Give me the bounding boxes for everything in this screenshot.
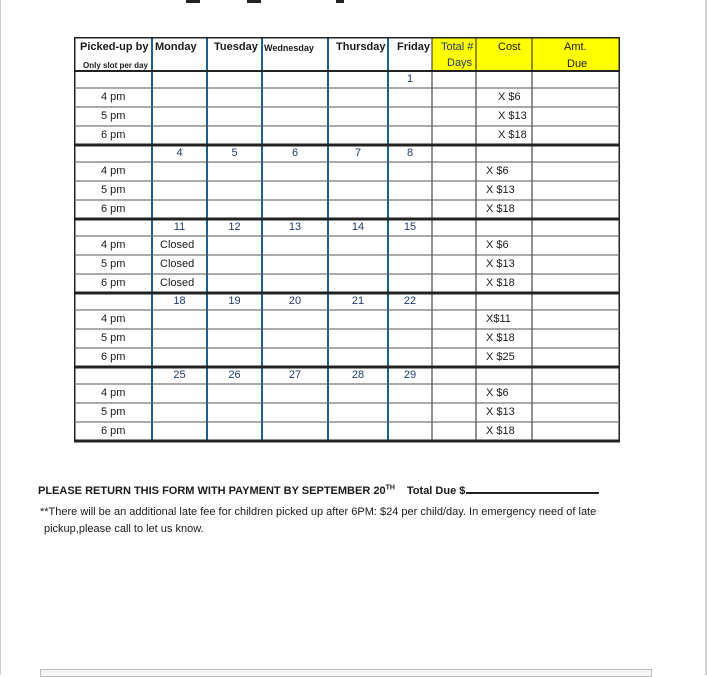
cost-header: Cost	[498, 41, 521, 53]
title-underline-fragment	[336, 0, 344, 3]
pickup-schedule-table	[74, 37, 620, 461]
amt-header-line1: Amt.	[564, 41, 587, 53]
time-slot-label: 4 pm	[101, 165, 126, 177]
date-number: 6	[291, 147, 299, 159]
time-slot-label: 5 pm	[101, 406, 126, 418]
total-days-header-line1: Total #	[441, 41, 474, 53]
time-slot-label: 6 pm	[101, 351, 126, 363]
time-slot-label: 4 pm	[101, 239, 126, 251]
total-due-blank[interactable]	[466, 482, 599, 494]
date-number: 29	[403, 369, 417, 381]
cost-rate: X$11	[486, 313, 511, 325]
cost-rate: X $6	[486, 387, 509, 399]
date-number: 15	[403, 221, 417, 233]
next-page-edge	[40, 669, 652, 677]
amt-header-line2: Due	[567, 58, 588, 70]
date-number: 14	[351, 221, 365, 233]
cost-rate: X $18	[486, 332, 515, 344]
wednesday-header: Wednesday	[264, 43, 314, 53]
date-number: 28	[351, 369, 365, 381]
table-grid	[74, 37, 620, 461]
title-underline-fragment	[186, 0, 200, 3]
cost-rate: X $13	[486, 258, 515, 270]
date-number: 5	[231, 147, 238, 159]
picked-up-by-header: Picked-up by	[80, 41, 149, 53]
return-text: PLEASE RETURN THIS FORM WITH PAYMENT BY SEPTEMBER 20	[38, 485, 386, 497]
monday-slot-status: Closed	[160, 239, 195, 251]
title-underline-fragment	[247, 0, 261, 3]
monday-slot-status: Closed	[160, 258, 195, 270]
date-number: 25	[173, 369, 186, 381]
cost-rate: X $18	[486, 277, 515, 289]
thursday-header: Thursday	[336, 41, 386, 53]
cost-rate: X $6	[498, 91, 521, 103]
date-number: 18	[173, 295, 186, 307]
cost-rate: X $25	[486, 351, 515, 363]
total-days-header-line2: Days	[447, 57, 473, 69]
cost-rate: X $13	[486, 184, 515, 196]
time-slot-label: 6 pm	[101, 129, 126, 141]
monday-header: Monday	[155, 41, 197, 53]
date-number: 4	[176, 147, 183, 159]
date-number: 20	[288, 295, 302, 307]
date-number: 27	[288, 369, 302, 381]
time-slot-label: 5 pm	[101, 258, 126, 270]
date-number: 26	[228, 369, 241, 381]
time-slot-label: 6 pm	[101, 425, 126, 437]
date-number: 12	[228, 221, 241, 233]
tuesday-header: Tuesday	[214, 41, 258, 53]
cost-rate: X $13	[498, 110, 527, 122]
cost-rate: X $13	[486, 406, 515, 418]
date-number: 22	[403, 295, 417, 307]
cost-rate: X $6	[486, 239, 509, 251]
return-date-suffix: TH	[385, 484, 395, 492]
date-number: 8	[406, 147, 414, 159]
friday-header: Friday	[397, 41, 431, 53]
late-fee-note-line1: **There will be an additional late fee for children picked up after 6PM: $24 per child/day. In emergency need of late	[40, 506, 597, 518]
only-slot-note: Only slot per day	[83, 61, 148, 70]
return-instruction	[38, 482, 599, 497]
page-edge-left	[0, 0, 1, 675]
cost-rate: X $18	[486, 425, 515, 437]
monday-slot-status: Closed	[160, 277, 195, 289]
date-number: 11	[173, 221, 186, 233]
date-number: 13	[288, 221, 302, 233]
time-slot-label: 5 pm	[101, 332, 126, 344]
time-slot-label: 4 pm	[101, 91, 126, 103]
time-slot-label: 4 pm	[101, 313, 126, 325]
time-slot-label: 5 pm	[101, 184, 126, 196]
late-fee-note-line2: pickup,please call to let us know.	[44, 523, 204, 535]
date-number: 7	[354, 147, 362, 159]
date-number: 1	[406, 73, 414, 85]
time-slot-label: 4 pm	[101, 387, 126, 399]
time-slot-label: 5 pm	[101, 110, 126, 122]
cost-rate: X $18	[486, 203, 515, 215]
cost-rate: X $18	[498, 129, 527, 141]
date-number: 19	[228, 295, 241, 307]
cost-rate: X $6	[486, 165, 509, 177]
time-slot-label: 6 pm	[101, 277, 126, 289]
time-slot-label: 6 pm	[101, 203, 126, 215]
total-due-label: Total Due $	[406, 485, 466, 497]
date-number: 21	[351, 295, 365, 307]
